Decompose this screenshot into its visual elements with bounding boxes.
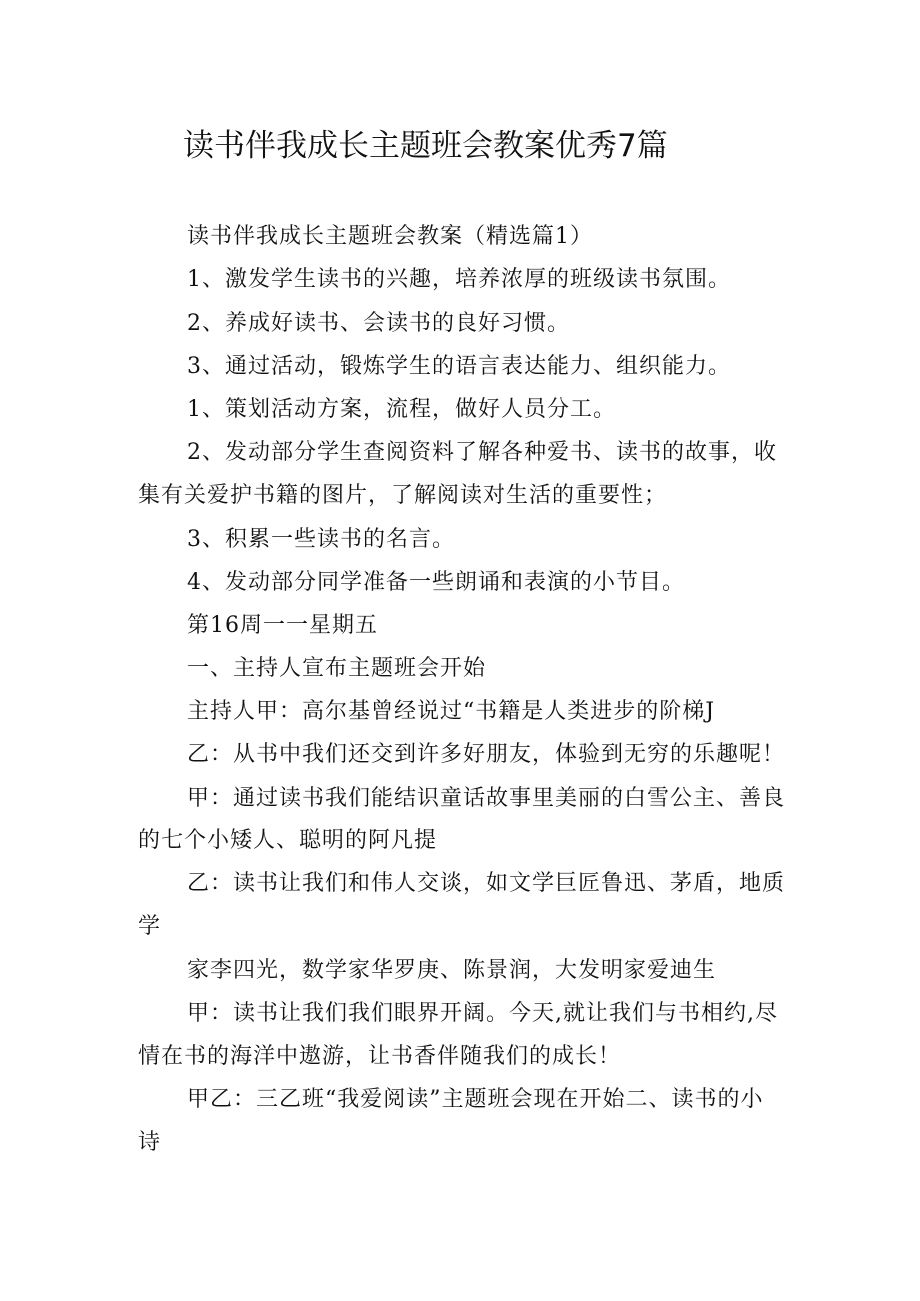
paragraph-line: 甲乙：三乙班“我爱阅读”主题班会现在开始二、读书的小 [187,1087,764,1112]
paragraph-line: 甲：读书让我们我们眼界开阔。今天,就让我们与书相约,尽 [187,1001,778,1026]
paragraph-line: 乙：从书中我们还交到许多好朋友，体验到无穷的乐趣呢！ [187,742,786,767]
paragraph-line: 家李四光，数学家华罗庚、陈景润，大发明家爱迪生 [187,958,717,983]
paragraph-line: 的七个小矮人、聪明的阿凡提 [138,828,438,853]
paragraph-line: 3、通过活动，锻炼学生的语言表达能力、组织能力。 [187,354,731,379]
paragraph-line: 诗 [138,1130,162,1155]
paragraph-line: 3、积累一些读书的名言。 [187,527,455,552]
paragraph-line: 2、养成好读书、会读书的良好习惯。 [187,311,570,336]
section-heading: 读书伴我成长主题班会教案（精选篇1） [187,224,593,249]
paragraph-line: 一、主持人宣布主题班会开始 [187,656,487,681]
paragraph-line: 4、发动部分同学准备一些朗诵和表演的小节目。 [187,570,685,595]
paragraph-line: 1、策划活动方案，流程，做好人员分工。 [187,397,616,422]
paragraph-line: 主持人甲：高尔基曾经说过“书籍是人类进步的阶梯J [187,699,716,724]
paragraph-line: 甲：通过读书我们能结识童话故事里美丽的白雪公主、善良 [187,786,786,811]
document-title: 读书伴我成长主题班会教案优秀7篇 [183,128,668,164]
paragraph-line: 1、激发学生读书的兴趣，培养浓厚的班级读书氛围。 [187,267,731,292]
paragraph-line: 情在书的海洋中遨游，让书香伴随我们的成长！ [138,1044,622,1069]
paragraph-line: 2、发动部分学生查阅资料了解各种爱书、读书的故事，收 [187,440,777,465]
paragraph-line: 集有关爱护书籍的图片，了解阅读对生活的重要性； [138,483,668,508]
paragraph-line: 第16周一一星期五 [187,613,378,638]
paragraph-line: 乙：读书让我们和伟人交谈，如文学巨匠鲁迅、茅盾，地质 [187,871,786,896]
paragraph-line: 学 [138,914,162,939]
